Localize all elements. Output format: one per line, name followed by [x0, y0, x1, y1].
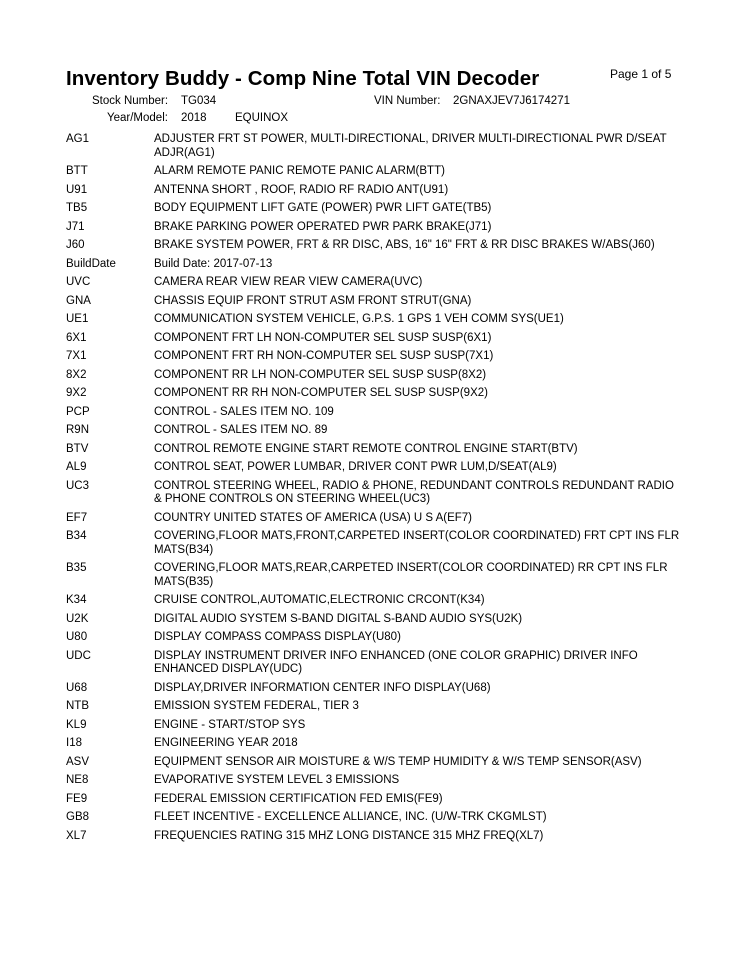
option-description: FLEET INCENTIVE - EXCELLENCE ALLIANCE, INC. (U/W-TRK CKGMLST) — [154, 811, 547, 823]
option-description: ANTENNA SHORT , ROOF, RADIO RF RADIO ANT(U91) — [154, 183, 449, 196]
option-row — [66, 682, 686, 696]
option-description: COVERING,FLOOR MATS,FRONT,CARPETED INSERT(COLOR COORDINATED) FRT CPT INS FLR MATS(B34) — [154, 530, 680, 556]
option-row — [66, 406, 686, 420]
option-code: UDC — [66, 649, 91, 662]
vin-number-value: 2GNAXJEV7J6174271 — [453, 95, 570, 107]
option-row — [66, 700, 686, 714]
option-description: EVAPORATIVE SYSTEM LEVEL 3 EMISSIONS — [154, 774, 400, 786]
option-code: R9N — [66, 424, 90, 436]
option-row — [66, 258, 686, 272]
option-code: J60 — [66, 239, 85, 251]
option-code: ASV — [66, 755, 90, 768]
option-code-list — [66, 133, 686, 848]
option-code: U91 — [66, 183, 88, 196]
stock-number-label: Stock Number: — [92, 95, 169, 107]
option-code: 6X1 — [66, 331, 87, 344]
option-code: 8X2 — [66, 368, 87, 381]
year-model-label: Year/Model: — [107, 112, 168, 124]
option-description: CONTROL - SALES ITEM NO. 89 — [154, 424, 328, 436]
option-code: NE8 — [66, 774, 89, 786]
option-code: UE1 — [66, 313, 89, 325]
option-row — [66, 756, 686, 770]
option-description: CHASSIS EQUIP FRONT STRUT ASM FRONT STRUT(GNA) — [154, 294, 472, 307]
option-row — [66, 369, 686, 383]
option-description: DISPLAY INSTRUMENT DRIVER INFO ENHANCED (ONE COLOR GRAPHIC) DRIVER INFO ENHANCED DISPLAY(UDC) — [154, 649, 638, 675]
option-code: PCP — [66, 405, 90, 418]
option-description: BRAKE SYSTEM POWER, FRT & RR DISC, ABS, 16" 16" FRT & RR DISC BRAKES W/ABS(J60) — [154, 239, 655, 251]
option-row — [66, 239, 686, 253]
option-row — [66, 774, 686, 788]
option-description: COMPONENT FRT RH NON-COMPUTER SEL SUSP SUSP(7X1) — [154, 350, 494, 362]
option-description: COMPONENT FRT LH NON-COMPUTER SEL SUSP SUSP(6X1) — [154, 331, 492, 344]
option-row — [66, 562, 686, 589]
option-row — [66, 276, 686, 290]
option-code: BuildDate — [66, 257, 116, 270]
option-code: FE9 — [66, 792, 88, 805]
option-row — [66, 613, 686, 627]
option-code: GB8 — [66, 811, 90, 823]
option-code: I18 — [66, 737, 82, 749]
option-row — [66, 443, 686, 457]
option-description: FEDERAL EMISSION CERTIFICATION FED EMIS(FE9) — [154, 792, 443, 805]
option-row — [66, 512, 686, 526]
option-row — [66, 793, 686, 807]
option-row — [66, 202, 686, 216]
option-description: ADJUSTER FRT ST POWER, MULTI-DIRECTIONAL, DRIVER MULTI-DIRECTIONAL PWR D/SEAT ADJR(AG1) — [154, 133, 667, 159]
option-description: DISPLAY,DRIVER INFORMATION CENTER INFO DISPLAY(U68) — [154, 681, 491, 694]
vin-number-label: VIN Number: — [374, 95, 441, 107]
option-code: BTV — [66, 442, 89, 455]
option-description: COMMUNICATION SYSTEM VEHICLE, G.P.S. 1 GPS 1 VEH COMM SYS(UE1) — [154, 313, 564, 325]
option-description: CONTROL STEERING WHEEL, RADIO & PHONE, REDUNDANT CONTROLS REDUNDANT RADIO & PHONE CONTROLS ON STEERING WHEEL(UC3) — [154, 479, 674, 505]
option-code: U80 — [66, 631, 88, 643]
option-row — [66, 480, 686, 507]
option-row — [66, 165, 686, 179]
option-row — [66, 650, 686, 677]
option-description: CRUISE CONTROL,AUTOMATIC,ELECTRONIC CRCONT(K34) — [154, 594, 485, 606]
option-row — [66, 530, 686, 557]
option-description: COUNTRY UNITED STATES OF AMERICA (USA) U S A(EF7) — [154, 511, 472, 524]
option-row — [66, 811, 686, 825]
option-row — [66, 594, 686, 608]
option-row — [66, 295, 686, 309]
option-description: DIGITAL AUDIO SYSTEM S-BAND DIGITAL S-BAND AUDIO SYS(U2K) — [154, 612, 523, 625]
option-code: U2K — [66, 612, 89, 625]
option-row — [66, 461, 686, 475]
option-description: EQUIPMENT SENSOR AIR MOISTURE & W/S TEMP HUMIDITY & W/S TEMP SENSOR(ASV) — [154, 755, 642, 768]
page-number: Page 1 of 5 — [610, 67, 672, 81]
option-row — [66, 631, 686, 645]
option-row — [66, 424, 686, 438]
option-description: DISPLAY COMPASS COMPASS DISPLAY(U80) — [154, 631, 401, 643]
option-code: EF7 — [66, 511, 88, 524]
option-description: BRAKE PARKING POWER OPERATED PWR PARK BRAKE(J71) — [154, 220, 492, 233]
option-description: COMPONENT RR RH NON-COMPUTER SEL SUSP SUSP(9X2) — [154, 387, 488, 399]
option-code: AG1 — [66, 133, 90, 145]
option-row — [66, 313, 686, 327]
option-code: NTB — [66, 700, 89, 712]
option-row — [66, 184, 686, 198]
option-code: UC3 — [66, 479, 90, 492]
option-description: BODY EQUIPMENT LIFT GATE (POWER) PWR LIFT GATE(TB5) — [154, 202, 492, 214]
option-description: COVERING,FLOOR MATS,REAR,CARPETED INSERT(COLOR COORDINATED) RR CPT INS FLR MATS(B35) — [154, 562, 668, 588]
page-title: Inventory Buddy - Comp Nine Total VIN Decoder — [66, 67, 540, 90]
option-code: 9X2 — [66, 387, 87, 399]
option-row — [66, 737, 686, 751]
option-code: GNA — [66, 294, 91, 307]
option-row — [66, 830, 686, 844]
option-code: KL9 — [66, 718, 87, 731]
option-code: B34 — [66, 530, 87, 542]
option-description: EMISSION SYSTEM FEDERAL, TIER 3 — [154, 700, 359, 712]
option-description: ENGINE - START/STOP SYS — [154, 718, 306, 731]
option-description: ALARM REMOTE PANIC REMOTE PANIC ALARM(BTT) — [154, 165, 445, 177]
option-description: CONTROL SEAT, POWER LUMBAR, DRIVER CONT PWR LUM,D/SEAT(AL9) — [154, 461, 557, 473]
option-description: CAMERA REAR VIEW REAR VIEW CAMERA(UVC) — [154, 276, 423, 288]
option-code: K34 — [66, 594, 87, 606]
option-description: FREQUENCIES RATING 315 MHZ LONG DISTANCE 315 MHZ FREQ(XL7) — [154, 829, 544, 842]
option-code: AL9 — [66, 461, 87, 473]
option-code: U68 — [66, 681, 88, 694]
option-code: TB5 — [66, 202, 88, 214]
option-description: Build Date: 2017-07-13 — [154, 257, 273, 270]
option-code: XL7 — [66, 829, 87, 842]
option-code: UVC — [66, 276, 91, 288]
option-code: B35 — [66, 562, 87, 574]
option-description: COMPONENT RR LH NON-COMPUTER SEL SUSP SUSP(8X2) — [154, 368, 487, 381]
option-code: 7X1 — [66, 350, 87, 362]
option-row — [66, 387, 686, 401]
option-row — [66, 332, 686, 346]
model-value: EQUINOX — [235, 112, 289, 124]
year-value: 2018 — [181, 112, 207, 124]
option-code: J71 — [66, 220, 85, 233]
option-row — [66, 350, 686, 364]
option-code: BTT — [66, 165, 88, 177]
option-row — [66, 221, 686, 235]
option-description: ENGINEERING YEAR 2018 — [154, 737, 298, 749]
option-description: CONTROL - SALES ITEM NO. 109 — [154, 405, 334, 418]
option-row — [66, 133, 686, 160]
stock-number-value: TG034 — [181, 95, 217, 107]
option-row — [66, 719, 686, 733]
option-description: CONTROL REMOTE ENGINE START REMOTE CONTROL ENGINE START(BTV) — [154, 442, 578, 455]
